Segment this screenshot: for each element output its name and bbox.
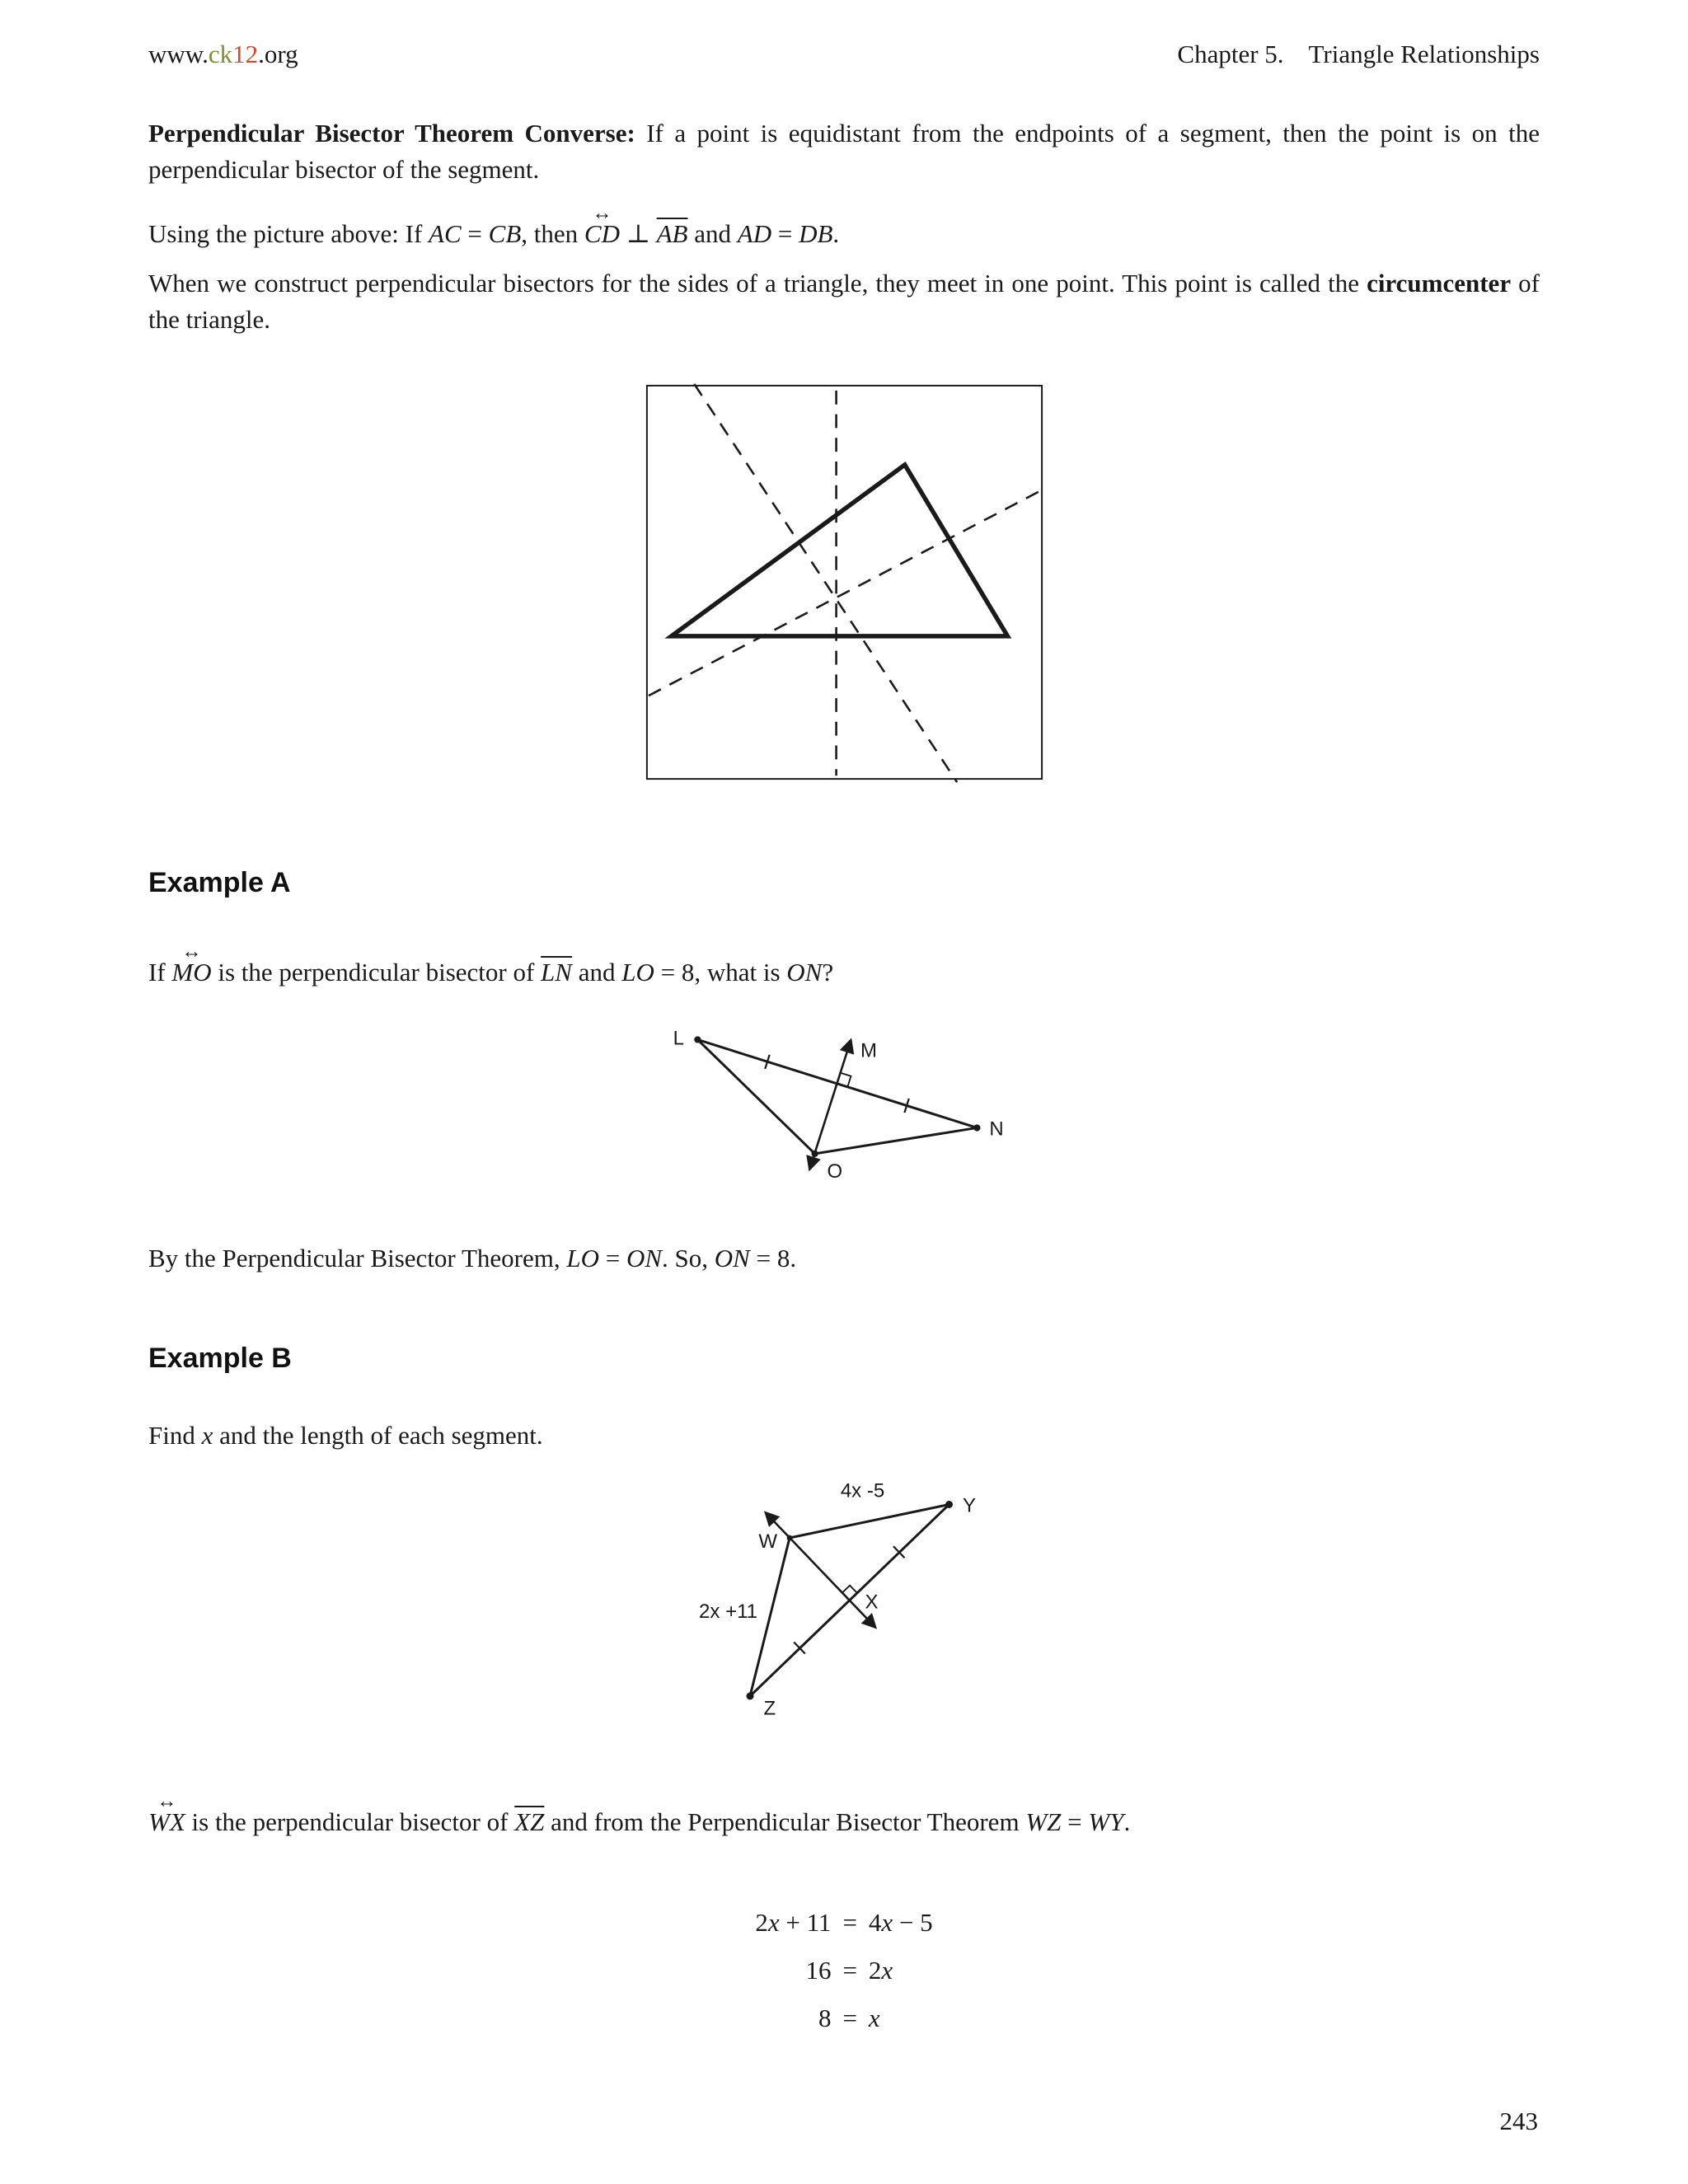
example-b-heading: Example B	[148, 1343, 292, 1375]
label-o: O	[827, 1160, 842, 1183]
url-12: 12	[232, 40, 259, 68]
circumcenter-paragraph: When we construct perpendicular bisectors for the sides of a triangle, they meet in one point. This point is called the circumcenter of the triangle.	[148, 269, 1540, 335]
label-segment-wz: 2x +11	[699, 1600, 757, 1623]
site-url-link[interactable]	[148, 40, 298, 69]
point-w	[787, 1535, 793, 1541]
example-a-question: If ↔ MO is the perpendicular bisector of $\overline{LN}$ and LO = 8, what is ON?	[148, 940, 834, 987]
example-b-explanation: ↔ WX is the perpendicular bisector of $\overline{XZ}$ and from the Perpendicular Bisector Theorem WZ = WY.	[148, 1790, 1131, 1837]
figure-frame	[646, 386, 1041, 779]
equation-2-rhs: 2x	[868, 1956, 893, 1985]
chapter-title: Triangle Relationships	[1308, 40, 1540, 68]
point-z	[747, 1693, 754, 1700]
example-a-heading: Example A	[148, 867, 291, 899]
label-l: L	[673, 1027, 684, 1050]
point-l	[694, 1036, 701, 1043]
url-ck: ck	[208, 40, 233, 68]
example-a-answer: By the Perpendicular Bisector Theorem, LO = ON. So, ON = 8.	[148, 1244, 797, 1273]
circumcenter-figure	[148, 379, 1540, 791]
right-angle-mark	[842, 1586, 857, 1601]
equation-1-equals: =	[842, 1908, 857, 1938]
label-segment-wy: 4x -5	[840, 1479, 885, 1502]
theorem-converse-paragraph: Perpendicular Bisector Theorem Converse: If a point is equidistant from the endpoints of a segment, then the point is on the perpendicular bisector of the segment.	[148, 119, 1540, 185]
circumcenter-diagram-svg	[640, 379, 1048, 787]
equation-grid	[755, 1908, 932, 2033]
segment-lo	[697, 1040, 814, 1154]
equation-3-rhs: x	[868, 2004, 880, 2033]
label-m: M	[860, 1039, 877, 1062]
segment-on	[814, 1128, 977, 1154]
triangle	[671, 465, 1007, 636]
perpendicular-bisector-diagonal-1	[694, 384, 957, 782]
point-n	[973, 1124, 980, 1131]
chapter-number: Chapter 5.	[1177, 40, 1284, 68]
equation-3-equals: =	[842, 2004, 857, 2033]
equation-1-lhs: 2x + 11	[755, 1908, 832, 1938]
label-z: Z	[763, 1697, 776, 1720]
picture-reference-paragraph: Using the picture above: If AC = CB, then ↔ CD ⊥ $\overline{AB}$ and AD = DB.	[148, 202, 840, 249]
url-org: .org	[258, 40, 298, 68]
point-y	[945, 1501, 953, 1508]
page-number: 243	[1499, 2107, 1538, 2135]
equation-block	[148, 1908, 1540, 2033]
label-x: X	[865, 1591, 879, 1614]
url-www: www.	[148, 40, 209, 68]
label-n: N	[988, 1118, 1004, 1141]
equation-1-rhs: 4x − 5	[868, 1908, 933, 1938]
running-head	[1177, 40, 1540, 69]
label-y: Y	[963, 1494, 977, 1517]
segment-wy	[790, 1505, 950, 1539]
example-a-figure	[148, 1014, 1540, 1209]
example-b-prompt: Find x and the length of each segment.	[148, 1421, 543, 1451]
label-w: W	[758, 1530, 777, 1554]
equation-2-lhs: 16	[805, 1956, 832, 1985]
example-b-figure	[148, 1479, 1540, 1755]
example-a-diagram-svg	[653, 1014, 1036, 1205]
point-o	[811, 1151, 818, 1157]
equation-2-equals: =	[842, 1956, 857, 1985]
page-header	[148, 40, 1540, 69]
example-b-diagram-svg	[671, 1479, 1017, 1750]
equation-3-lhs: 8	[818, 2004, 832, 2033]
